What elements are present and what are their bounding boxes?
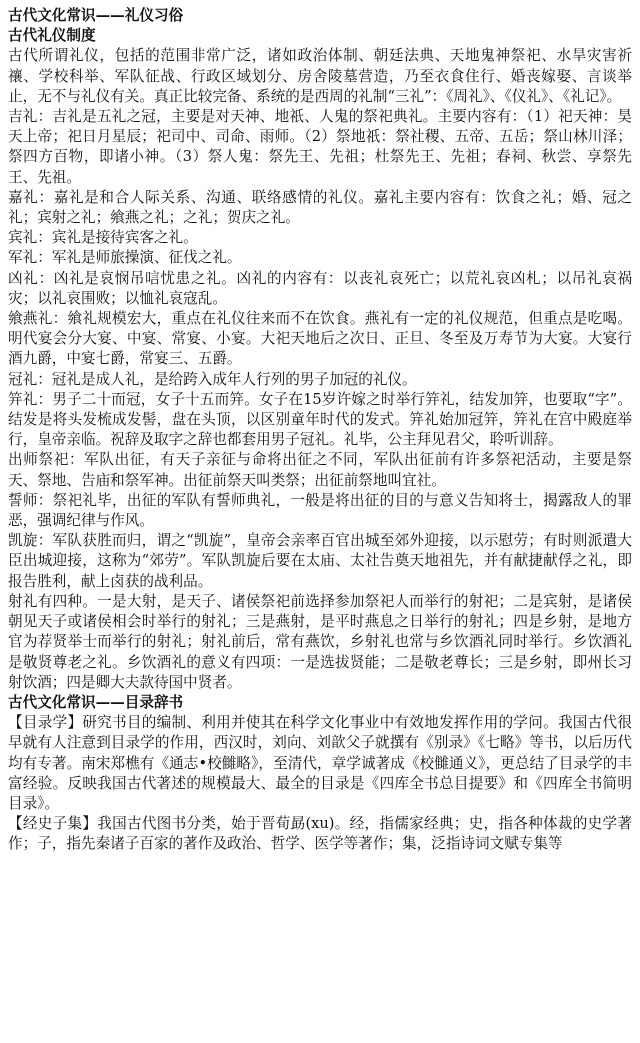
paragraph-junli: 军礼：军礼是师旅操演、征伐之礼。 [8,249,242,267]
paragraph-jili: 吉礼：吉礼是五礼之冠，主要是对天神、地祇、人鬼的祭祀典礼。主要内容有：（1）祀天神：昊天上帝；祀日月星辰；祀司中、司命、雨师。（2）祭地祇：祭社稷、五帝、五岳；祭山林川泽；祭四方百物，即诸小神。（3）祭人鬼：祭先王、先祖；杜祭先王、先祖；春祠、秋尝、享祭先王、先祖。 [8,108,632,186]
paragraph-sheli: 射礼有四种。一是大射，是天子、诸侯祭祀前选择参加祭祀人而举行的射祀；二是宾射，是诸侯朝见天子或诸侯相会时举行的射礼；三是燕射，是平时燕息之日举行的射礼；四是乡射，是地方官为荐贤举士而举行的射礼；射礼前后，常有燕饮，乡射礼也常与乡饮酒礼同时举行。乡饮酒礼是敬贤尊老之礼。乡饮酒礼的意义有四项：一是选拔贤能；二是敬老尊长；三是乡射，即州长习射饮酒；四是卿大夫款待国中贤者。 [8,592,632,691]
section-title-catalog: 古代文化常识——目录辞书 [8,693,184,711]
paragraph-chushi-jisi: 出师祭祀：军队出征，有天子亲征与命将出征之不同，军队出征前有许多祭祀活动，主要是祭天、祭地、告庙和祭军神。出征前祭天叫类祭；出征前祭地叫宜社。 [8,451,632,489]
paragraph-jing-shi-zi-ji: 【经史子集】我国古代图书分类，始于晋荀勗(xu)。经，指儒家经典；史，指各种体裁的史学著作；子，指先秦诸子百家的著作及政治、哲学、医学等著作；集，泛指诗词文赋专集等 [8,815,632,853]
paragraph-jiali: 嘉礼：嘉礼是和合人际关系、沟通、联络感情的礼仪。嘉礼主要内容有：饮食之礼；婚、冠之礼；宾射之礼；飨燕之礼；之礼；贺庆之礼。 [8,188,632,227]
section-title-rites: 古代文化常识——礼仪习俗 [8,7,184,24]
paragraph-intro: 古代所谓礼仪，包括的范围非常广泛，诸如政治体制、朝廷法典、天地鬼神祭祀、水旱灾害祈禳、学校科举、军队征战、行政区域划分、房舍陵墓营造，乃至衣食住行、婚丧嫁娶、言谈举止，无不与礼仪有关。真正比较完备、系统的是西周的礼制“三礼”：《周礼》、《仪礼》、《礼记》。 [8,47,632,105]
subsection-title-rites-system: 古代礼仪制度 [8,27,96,45]
paragraph-jili-hairpin: 笄礼：男子二十而冠，女子十五而笄。女子在15岁许嫁之时举行笄礼，结发加笄，也要取“字”。结发是将头发梳成发髻，盘在头顶，以区别童年时代的发式。笄礼始加冠笄，笄礼在宫中殿庭举行，皇帝亲临。祝辞及取字之辞也都套用男子冠礼。礼毕，公主拜见君父，聆听训辞。 [8,390,632,449]
paragraph-kaixuan: 凯旋：军队获胜而归，谓之“凯旋”，皇帝会亲率百官出城至郊外迎接，以示慰劳；有时则派遣大臣出城迎接，这称为“郊劳”。军队凯旋后要在太庙、太社告奠天地祖先，并有献捷献俘之礼，即报告胜利，献上卤获的战利品。 [8,532,632,590]
paragraph-xiongli: 凶礼：凶礼是哀悯吊唁忧患之礼。凶礼的内容有：以丧礼哀死亡；以荒礼哀凶札；以吊礼哀祸灾；以礼哀围败；以恤礼哀寇乱。 [8,269,632,307]
paragraph-binli: 宾礼：宾礼是接待宾客之礼。 [8,229,198,247]
paragraph-guanli: 冠礼：冠礼是成人礼，是给跨入成年人行列的男子加冠的礼仪。 [8,370,417,388]
paragraph-shishi: 誓师：祭祀礼毕，出征的军队有誓师典礼，一般是将出征的目的与意义告知将士，揭露敌人的罪恶，强调纪律与作风。 [8,491,632,530]
paragraph-mulu-xue: 【目录学】研究书目的编制、利用并使其在科学文化事业中有效地发挥作用的学问。我国古代很早就有人注意到目录学的作用，西汉时，刘向、刘歆父子就撰有《别录》《七略》等书，以后历代均有专著。南宋郑樵有《通志•校雠略》，至清代，章学诚著成《校雠通义》，更总结了目录学的丰富经验。反映我国古代著述的规模最大、最全的目录是《四库全书总目提要》和《四库全书简明目录》。 [8,714,632,812]
paragraph-xiangyanli: 飨燕礼：飨礼规模宏大，重点在礼仪往来而不在饮食。燕礼有一定的礼仪规范，但重点是吃喝。明代宴会分大宴、中宴、常宴、小宴。大祀天地后之次日、正旦、冬至及万寿节为大宴。大宴行酒九爵，中宴七爵，常宴三、五爵。 [8,310,632,368]
